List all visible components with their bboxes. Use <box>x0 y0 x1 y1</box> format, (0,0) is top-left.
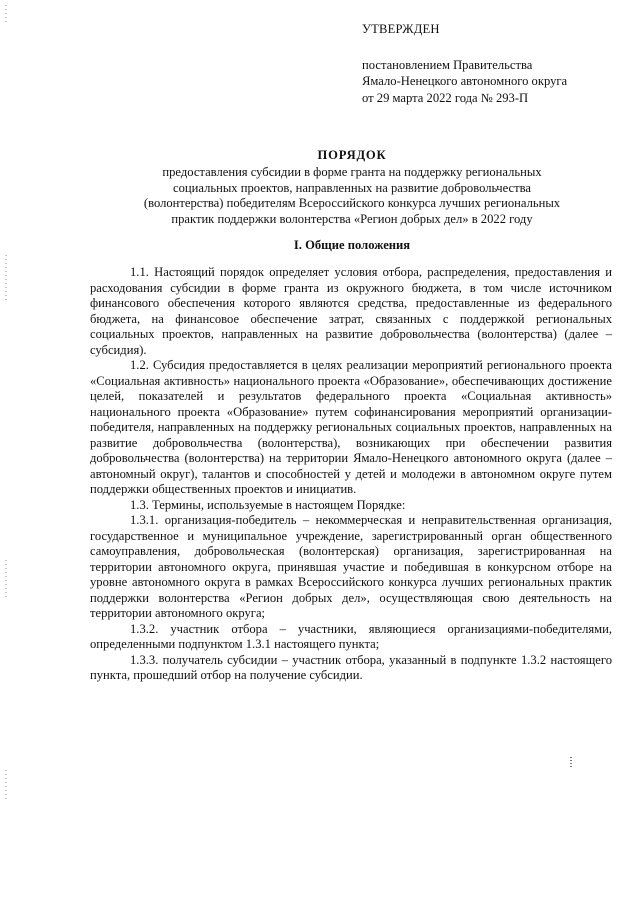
scan-margin-dots <box>5 255 7 300</box>
section-body <box>90 265 612 684</box>
document-subtitle-line: практик поддержки волонтерства «Регион добрых дел» в 2022 году <box>171 211 533 226</box>
approval-line-decree: постановлением Правительства <box>362 57 533 72</box>
approval-line-date: от 29 марта 2022 года № 293-П <box>362 90 529 105</box>
paragraph-1-3-3: 1.3.3. получатель субсидии – участник отбора, указанный в подпункте 1.3.2 настоящего пункта, прошедший отбор на получение субсидии. <box>90 652 612 682</box>
document-heading <box>90 148 614 227</box>
approval-line-region: Ямало-Ненецкого автономного округа <box>362 74 568 88</box>
approval-stamp: УТВЕРЖДЕН <box>362 22 440 36</box>
paragraph-1-1: 1.1. Настоящий порядок определяет условия отбора, распределения, предоставления и расходования субсидии в форме гранта из окружного бюджета, в том числе источником финансового обеспечения которого являются средства, предоставленные из федерального бюджета, на финансовое обеспечение затрат, связанных с поддержкой региональных социальных проектов, направленных на развитие добровольчества (волонтерства) (далее – субсидия). <box>90 265 612 357</box>
document-subtitle-line: социальных проектов, направленных на развитие добровольчества <box>173 180 531 195</box>
scan-margin-dots <box>5 770 7 800</box>
paragraph-1-3-2: 1.3.2. участник отбора – участники, являющиеся организациями-победителями, определенными подпунктом 1.3.1 настоящего пункта; <box>90 621 612 651</box>
scan-margin-dots <box>5 5 7 25</box>
paragraph-1-3: 1.3. Термины, используемые в настоящем Порядке: <box>130 497 406 512</box>
document-subtitle-line: предоставления субсидии в форме гранта на поддержку региональных <box>162 165 542 180</box>
paragraph-1-3-1: 1.3.1. организация-победитель – некоммерческая и неправительственная организация, государственное и муниципальное учреждение, зарегистрированный орган общественного самоуправления, добровольческая (волонтерская) организация, зарегистрированная на территории автономного округа, принявшая участие и победившая в конкурсном отборе на уровне автономного округа в рамках Всероссийского конкурса лучших региональных практик поддержки волонтерства «Регион добрых дел», осуществляющая свою деятельность на территории автономного округа; <box>90 513 612 620</box>
paragraph-1-2: 1.2. Субсидия предоставляется в целях реализации мероприятий регионального проекта «Социальная активность» национального проекта «Образование», обеспечивающих достижение целей, показателей и результатов федерального проекта «Социальная активность» национального проекта «Образование» путем софинансирования мероприятий организации-победителя, направленных на поддержку региональных социальных проектов, направленных на развитие добровольчества (волонтерства), возникающих при обеспечении развития добровольчества (волонтерства) на территории Ямало-Ненецкого автономного округа (далее – автономный округ), талантов и способностей у детей и молодежи в автономном округе путем поддержки общественных проектов и инициатив. <box>90 358 612 496</box>
scan-margin-dots <box>5 560 7 600</box>
approval-block <box>362 21 612 106</box>
document-subtitle-line: (волонтерства) победителям Всероссийского конкурса лучших региональных <box>143 196 561 211</box>
scan-artifact-mark <box>570 757 572 769</box>
document-title: ПОРЯДОК <box>317 148 387 162</box>
section-title: I. Общие положения <box>293 238 411 252</box>
